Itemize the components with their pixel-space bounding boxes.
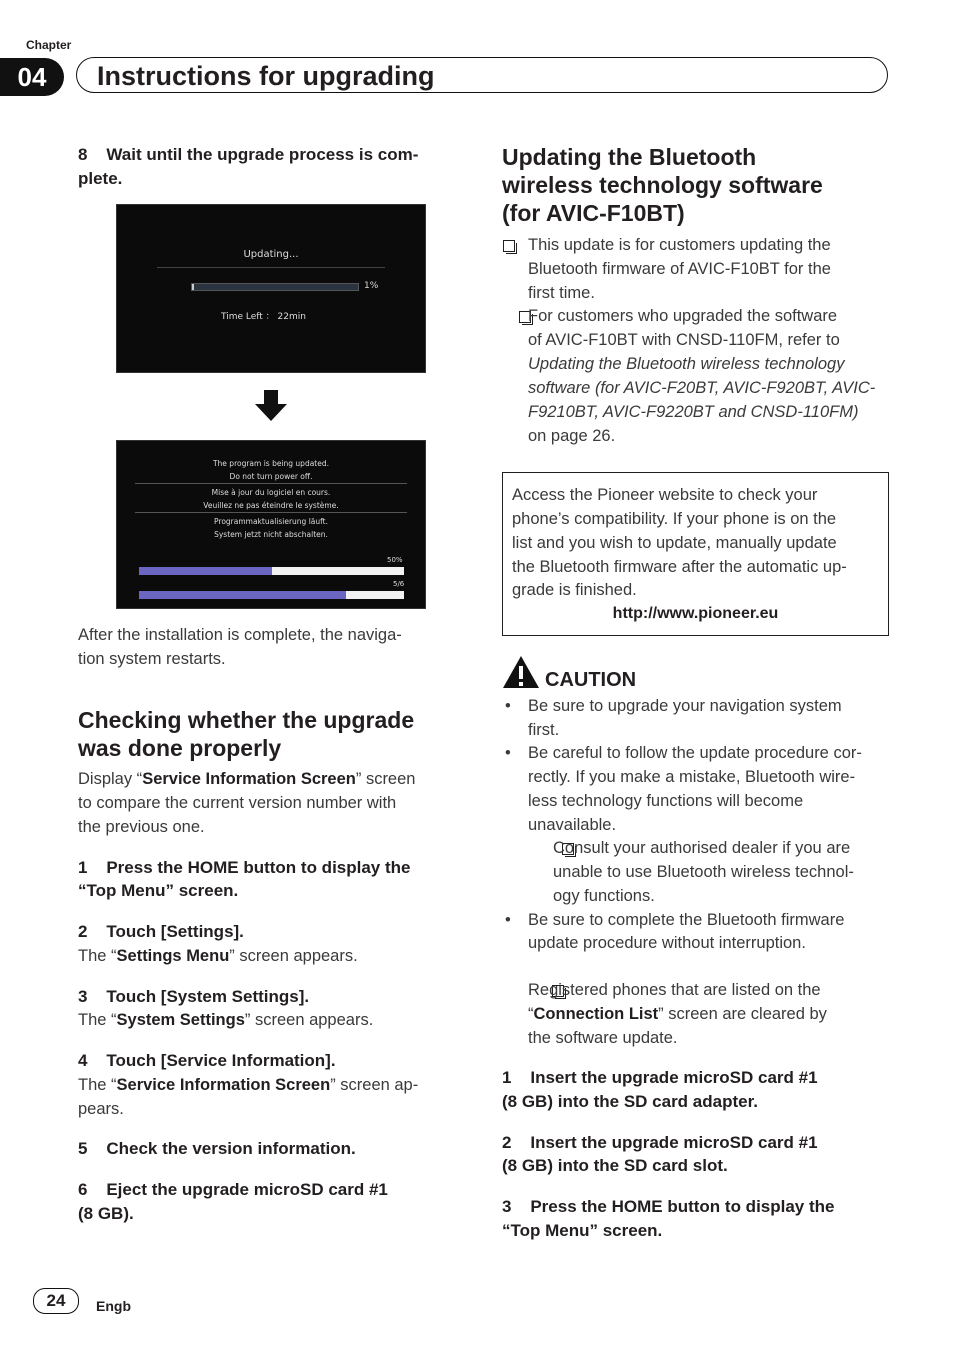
note-1-line1: This update is for customers updating the [528, 236, 831, 254]
check-step-6-line2: (8 GB). [78, 1204, 134, 1223]
check-step-3-result: The “System Settings” screen appears. [78, 1011, 374, 1029]
updating-percent: 1% [364, 281, 379, 291]
divider [135, 512, 407, 513]
caution-heading: CAUTION [545, 669, 637, 691]
update-progress-screenshot [116, 440, 426, 609]
progress-bar-1 [139, 567, 404, 575]
note-2-page-ref: on page 26. [528, 427, 616, 445]
check-step-4-result-line1: The “Service Information Screen” screen ap- [78, 1076, 419, 1094]
language-code: Engb [96, 1298, 131, 1314]
step-8-line1: 8 Wait until the upgrade process is com- [78, 145, 419, 164]
website-note-line4: the Bluetooth firmware after the automatic up- [512, 558, 847, 576]
section-heading-bluetooth-line2: wireless technology software [502, 172, 823, 198]
caution-3-line1: Be sure to complete the Bluetooth firmware [528, 911, 845, 929]
after-install-line1: After the installation is complete, the naviga- [78, 626, 402, 644]
note-2-link-line1: Updating the Bluetooth wireless technology [528, 355, 845, 373]
check-step-4-result-line2: pears. [78, 1100, 124, 1118]
registered-note-line3: the software update. [528, 1029, 678, 1047]
updating-progress-bar [191, 283, 359, 291]
down-arrow-icon [254, 390, 288, 422]
note-1-line3: first time. [528, 284, 595, 302]
check-step-2-result: The “Settings Menu” screen appears. [78, 947, 358, 965]
note-2-line2: of AVIC-F10BT with CNSD-110FM, refer to [528, 331, 840, 349]
message-fr-2: Veuillez ne pas éteindre le système. [203, 501, 339, 510]
note-2-link-line3: F9210BT, AVIC-F9220BT and CNSD-110FM) [528, 403, 859, 421]
bullet-icon: • [505, 744, 511, 762]
bt-step-2-line2: (8 GB) into the SD card slot. [502, 1156, 728, 1175]
check-step-4: 4 Touch [Service Information]. [78, 1051, 336, 1070]
caution-2-sub-line1: Consult your authorised dealer if you are [553, 839, 851, 857]
caution-2-line3: less technology functions will become [528, 792, 804, 810]
step-8-line2: plete. [78, 169, 123, 188]
bt-step-3-line2: “Top Menu” screen. [502, 1221, 663, 1240]
bt-step-2-line1: 2 Insert the upgrade microSD card #1 [502, 1133, 818, 1152]
bullet-icon: • [505, 911, 511, 929]
caution-2-line2: rectly. If you make a mistake, Bluetooth wire- [528, 768, 856, 786]
caution-2-line1: Be careful to follow the update procedure cor- [528, 744, 862, 762]
caution-2-sub-line3: ogy functions. [553, 887, 655, 905]
caution-2-line4: unavailable. [528, 816, 617, 834]
display-text-line1: Display “Service Information Screen” screen [78, 770, 416, 788]
registered-note-line1: Registered phones that are listed on the [528, 981, 821, 999]
registered-note-line2: “Connection List” screen are cleared by [528, 1005, 827, 1023]
check-step-6-line1: 6 Eject the upgrade microSD card #1 [78, 1180, 388, 1199]
message-de-2: System jetzt nicht abschalten. [214, 530, 328, 539]
message-en-2: Do not turn power off. [229, 472, 313, 481]
website-note-line2: phone’s compatibility. If your phone is on the [512, 510, 837, 528]
page-number: 24 [33, 1288, 79, 1314]
section-heading-checking-line2: was done properly [78, 735, 282, 761]
updating-status-text: Updating... [243, 249, 299, 260]
caution-1-line1: Be sure to upgrade your navigation system [528, 697, 842, 715]
note-2-line1: For customers who upgraded the software [528, 307, 838, 325]
section-heading-bluetooth-line1: Updating the Bluetooth [502, 144, 757, 170]
progress-bar-2 [139, 591, 404, 599]
caution-1-line2: first. [528, 721, 560, 739]
page-title: Instructions for upgrading [97, 61, 435, 91]
progress-bar-2-fill [139, 591, 346, 599]
after-install-line2: tion system restarts. [78, 650, 226, 668]
display-text-line3: the previous one. [78, 818, 205, 836]
time-left-text: Time Left ： 22min [221, 312, 306, 322]
caution-3-line2: update procedure without interruption. [528, 934, 806, 952]
check-step-1-line2: “Top Menu” screen. [78, 881, 239, 900]
website-note-line3: list and you wish to update, manually update [512, 534, 837, 552]
bt-step-1-line1: 1 Insert the upgrade microSD card #1 [502, 1068, 818, 1087]
check-step-3: 3 Touch [System Settings]. [78, 987, 310, 1006]
warning-icon [502, 655, 540, 689]
bullet-icon: • [505, 697, 511, 715]
section-heading-bluetooth-line3: (for AVIC-F10BT) [502, 200, 685, 226]
website-note-line1: Access the Pioneer website to check your [512, 486, 818, 504]
updating-screenshot [116, 204, 426, 373]
message-en-1: The program is being updated. [212, 459, 330, 468]
note-checkbox-icon [503, 240, 515, 252]
note-2-link-line2: software (for AVIC-F20BT, AVIC-F920BT, AVIC- [528, 379, 876, 397]
divider [157, 267, 385, 268]
bt-step-3-line1: 3 Press the HOME button to display the [502, 1197, 835, 1216]
updating-progress-fill [192, 284, 194, 290]
display-text-line2: to compare the current version number with [78, 794, 397, 812]
section-heading-checking-line1: Checking whether the upgrade [78, 707, 415, 733]
website-note-line5: grade is finished. [512, 581, 637, 599]
check-step-5: 5 Check the version information. [78, 1139, 356, 1158]
pioneer-website-link[interactable]: http://www.pioneer.eu [612, 605, 779, 622]
check-step-1-line1: 1 Press the HOME button to display the [78, 858, 411, 877]
caution-2-sub-line2: unable to use Bluetooth wireless technol- [553, 863, 854, 881]
progress-1-label: 50% [387, 556, 403, 564]
divider [135, 483, 407, 484]
progress-bar-1-fill [139, 567, 272, 575]
progress-2-label: 5/6 [393, 580, 405, 588]
message-fr-1: Mise à jour du logiciel en cours. [211, 488, 331, 497]
note-1-line2: Bluetooth firmware of AVIC-F10BT for the [528, 260, 831, 278]
check-step-2: 2 Touch [Settings]. [78, 922, 244, 941]
message-de-1: Programmaktualisierung läuft. [214, 517, 328, 526]
chapter-number: 04 [0, 58, 64, 96]
chapter-label: Chapter [26, 38, 72, 52]
bt-step-1-line2: (8 GB) into the SD card adapter. [502, 1092, 758, 1111]
